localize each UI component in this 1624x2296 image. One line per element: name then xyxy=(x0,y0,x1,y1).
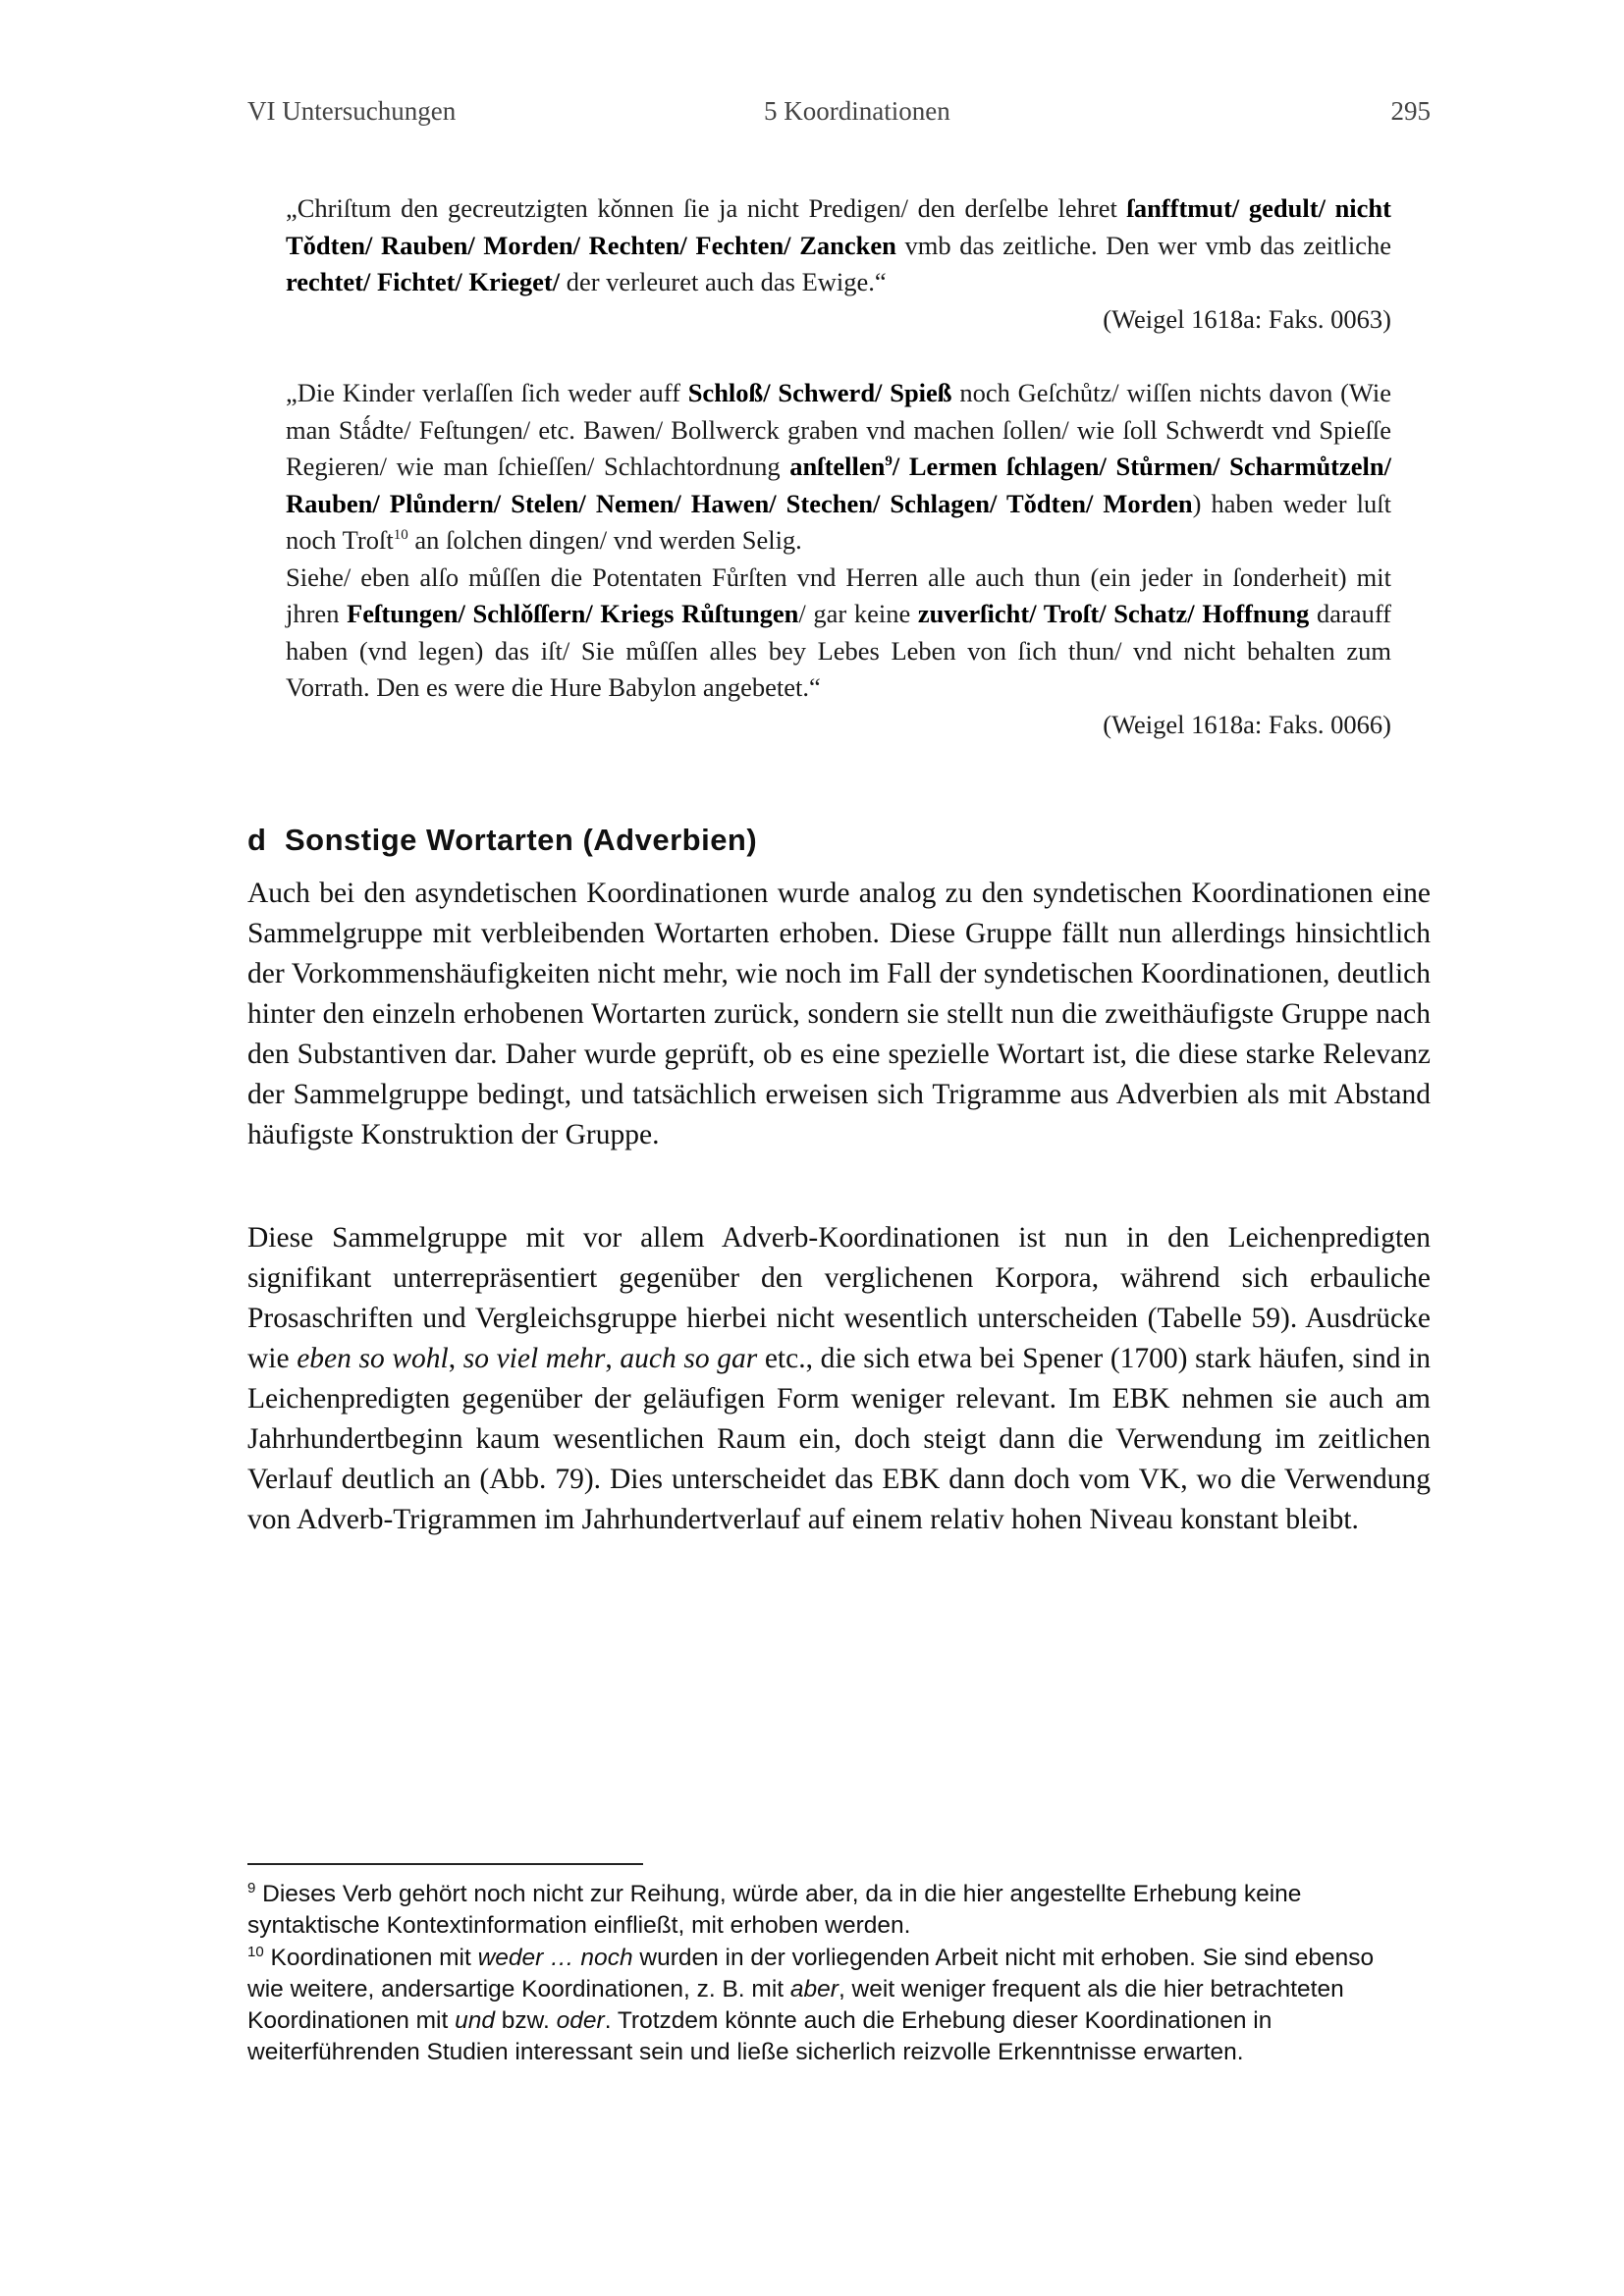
quote-1-citation: (Weigel 1618a: Faks. 0063) xyxy=(1103,303,1391,334)
running-header xyxy=(247,96,1431,135)
section-title: Sonstige Wortarten (Adverbien) xyxy=(285,823,758,857)
footnote-9: $^9$ Dieses Verb gehört noch nicht zur Reihung, würde aber, da in die hier angestellte Erhebung keine syntaktische Kontextinformation einfließt, mit erhoben werden. xyxy=(247,1879,1302,1939)
footnote-ref-10[interactable]: 10 xyxy=(393,527,408,544)
section-heading xyxy=(247,823,757,858)
page-number: 295 xyxy=(1390,96,1431,126)
body-paragraph-2: Diese Sammelgruppe mit vor allem Adverb-Koordinationen ist nun in den Leichenpredigten signifikant unterrepräsentiert gegenüber den verglichenen Korpora, während sich erbauliche Prosaschriften und Vergleichsgruppe hierbei nicht wesentlich unterscheiden (Tabelle 59). Ausdrücke wie eben so wohl, so viel mehr, auch so gar etc., die sich etwa bei Spener (1700) stark häufen, sind in Leichenpredigten gegenüber der geläufigen Form weniger relevant. Im EBK nehmen sie auch am Jahrhundertbeginn kaum wesentlichen Raum ein, doch steigt dann die Verwendung im zeitlichen Verlauf deutlich an (Abb. 79). Dies unterscheidet das EBK dann doch vom VK, wo die Verwendung von Adverb-Trigrammen im Jahrhundertverlauf auf einem relativ hohen Niveau konstant bleibt. xyxy=(247,1222,1432,1535)
quote-1-bold-2: rechtet/ Fichtet/ Krieget/ xyxy=(286,267,561,296)
footnote-9-marker: 9 xyxy=(247,1879,256,1896)
quote-2-paragraph-2: Siehe/ eben alſo můſſen die Potentaten Fůrſten vnd Herren alle auch thun (ein jeder in ſonderheit) mit jhren Feſtungen/ Schlǒſſern/ Kriegs Růſtungen/ gar keine zuverſicht/ Troſt/ Schatz/ Hoffnung darauff haben (vnd legen) das iſt/ Sie můſſen alles bey Lebes Leben von ſich thun/ vnd nicht behalten zum Vorrath. Den es were die Hure Babylon angebetet.“ xyxy=(286,561,1391,702)
section-letter: d xyxy=(247,823,267,857)
quote-1-text: „Chriſtum den gecreutzigten kǒnnen ſie ja nicht Predigen/ den derſelbe lehret ſanfftmut/ gedult/ nicht Tǒdten/ Rauben/ Morden/ Rechten/ Fechten/ Zancken vmb das zeitliche. Den wer vmb das zeitliche rechtet/ Fichtet/ Krieget/ der verleuret auch das Ewige.“ xyxy=(286,193,1391,296)
quote-2-paragraph-1: „Die Kinder verlaſſen ſich weder auff Schloß/ Schwerd/ Spieß noch Geſchůtz/ wiſſen nichts davon (Wie man Stǻdte/ Feſtungen/ etc. Bawen/ Bollwerck graben vnd machen ſollen/ wie ſoll Schwerdt vnd Spieſſe Regieren/ wie man ſchieſſen/ Schlachtordnung anſtellen$^9$/ Lermen ſchlagen/ Stůrmen/ Scharmůtzeln/ Rauben/ Plůndern/ Stelen/ Nemen/ Hawen/ Stechen/ Schlagen/ Tǒdten/ Morden) haben weder luſt noch Troſt$^{10}$ an ſolchen dingen/ vnd werden Selig. xyxy=(286,378,1391,555)
footnote-10: $^{10}$ Koordinationen mit weder … noch wurden in der vorliegenden Arbeit nicht mit erhoben. Sie sind ebenso wie weitere, andersartige Koordinationen, z. B. mit aber, weit weniger frequent als die hier betrachteten Koordinationen mit und bzw. oder. Trotzdem könnte auch die Erhebung dieser Koordinationen in weiterführenden Studien interessant sein und ließe sicherlich reizvolle Erkenntnisse erwarten. xyxy=(247,1943,1375,2065)
footnote-10-marker: 10 xyxy=(247,1943,264,1960)
footnote-ref-9[interactable]: 9 xyxy=(885,454,893,470)
quote-2-citation: (Weigel 1618a: Faks. 0066) xyxy=(1103,709,1391,739)
block-quote-1 xyxy=(286,190,1391,338)
footnote-divider xyxy=(247,1863,643,1865)
header-section: 5 Koordinationen xyxy=(764,96,950,126)
quote-1-bold-1: ſanfftmut/ gedult/ nicht Tǒdten/ Rauben/ Morden/ Rechten/ Fechten/ Zancken xyxy=(286,193,1391,260)
block-quote-2 xyxy=(286,375,1391,743)
body-paragraph-1: Auch bei den asyndetischen Koordinationen wurde analog zu den syndetischen Koordinationen eine Sammelgruppe mit verbleibenden Wortarten erhoben. Diese Gruppe fällt nun allerdings hinsichtlich der Vorkommenshäufigkeiten nicht mehr, wie noch im Fall der syndetischen Koordinationen, deutlich hinter den einzeln erhobenen Wortarten zurück, sondern sie stellt nun die zweithäufigste Gruppe nach den Substantiven dar. Daher wurde geprüft, ob es eine spezielle Wortart ist, die diese starke Relevanz der Sammelgruppe bedingt, und tatsächlich erweisen sich Trigramme aus Adverbien als mit Abstand häufigste Konstruktion der Gruppe. xyxy=(247,878,1431,1150)
header-chapter: VI Untersuchungen xyxy=(247,96,457,126)
